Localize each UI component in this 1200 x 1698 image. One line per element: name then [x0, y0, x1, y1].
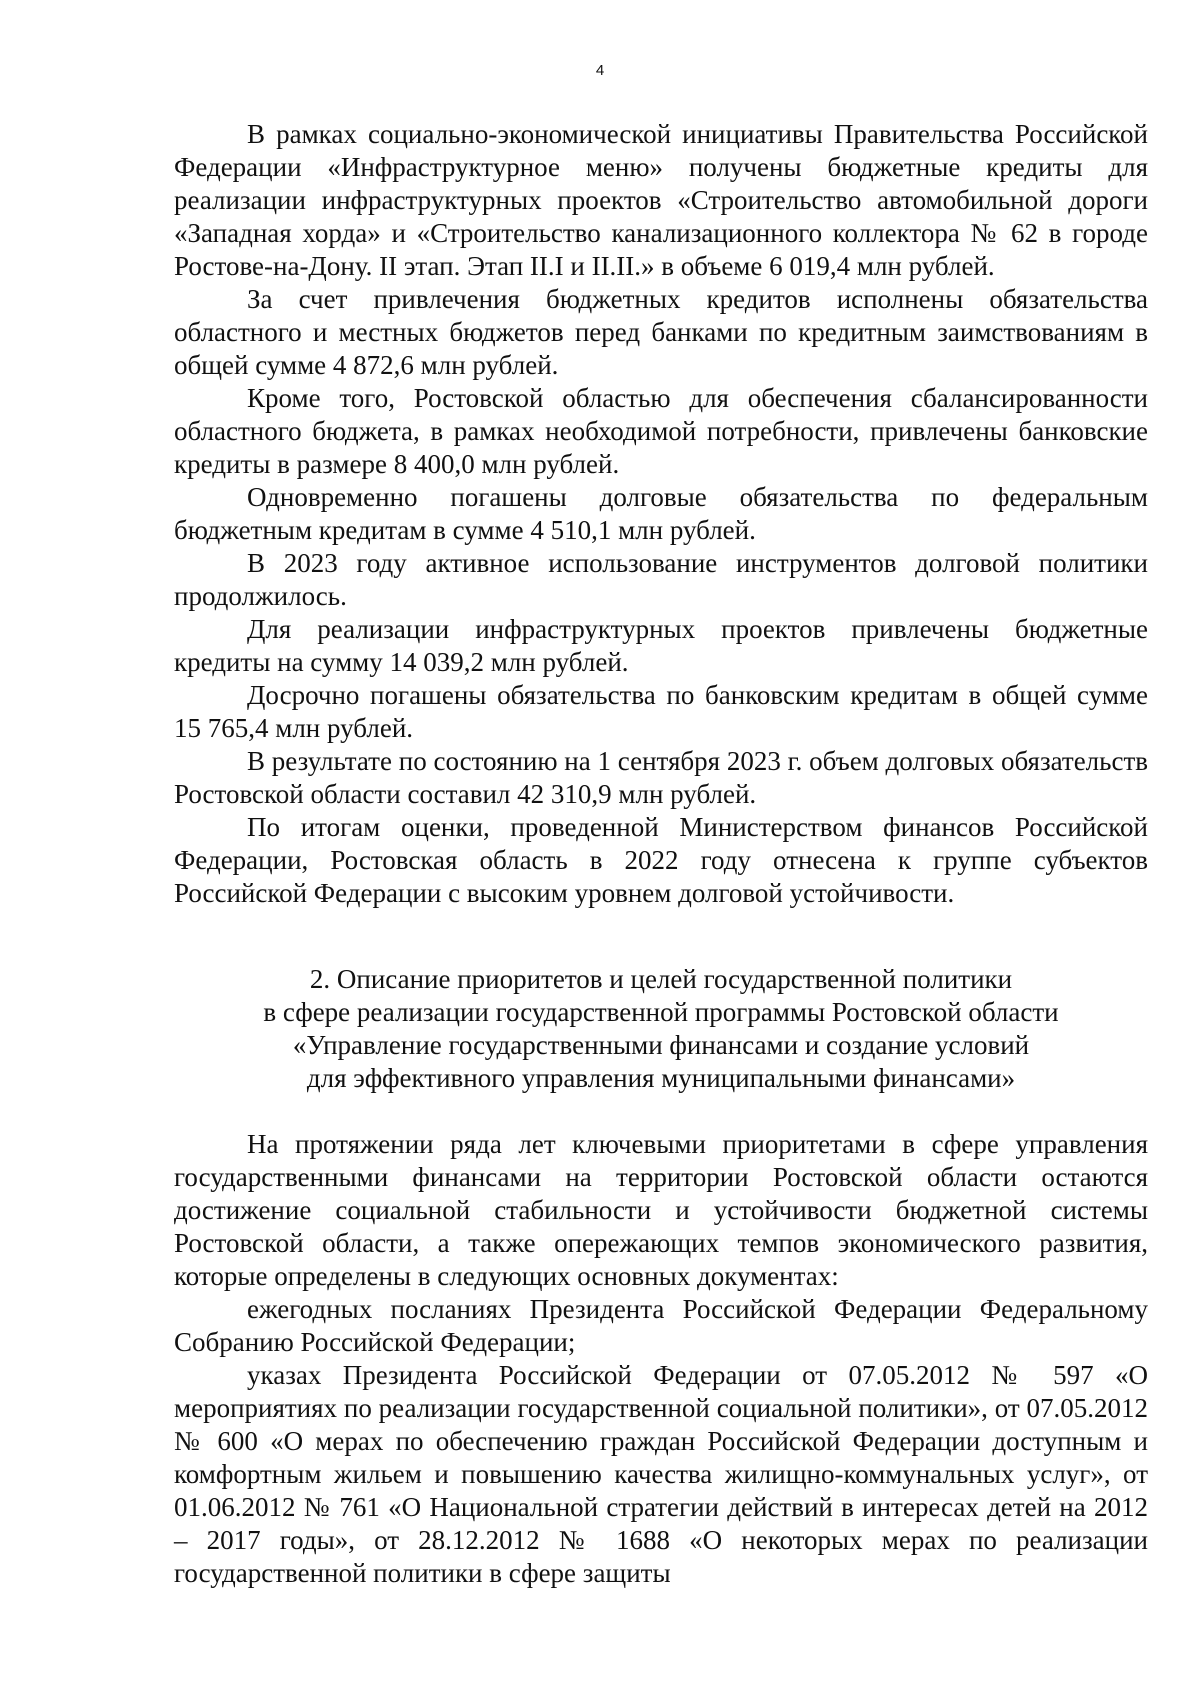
text-block-debt-policy [174, 118, 1148, 910]
section-heading-line: «Управление государственными финансами и создание условий [292, 1030, 1030, 1060]
paragraph: указах Президента Российской Федерации от 07.05.2012 № 597 «О мероприятиях по реализации государственной социальной политики», от 07.05.2012 № 600 «О мерах по обеспечению граждан Российской Федерации доступным и комфортным жильем и повышению качества жилищно-коммунальных услуг», от 01.06.2012 № 761 «О Национальной стратегии действий в интересах детей на 2012 – 2017 годы», от 28.12.2012 № 1688 «О некоторых мерах по реализации государственной политики в сфере защиты [174, 1360, 1148, 1588]
paragraph: Кроме того, Ростовской областью для обеспечения сбалансированности областного бюджета, в рамках необходимой потребности, привлечены банковские кредиты в размере 8 400,0 млн рублей. [174, 383, 1148, 479]
page-number: 4 [595, 62, 605, 79]
text-block-priorities [174, 1128, 1148, 1590]
paragraph: По итогам оценки, проведенной Министерством финансов Российской Федерации, Ростовская область в 2022 году отнесена к группе субъектов Российской Федерации с высоким уровнем долговой устойчивости. [174, 812, 1148, 908]
paragraph: Для реализации инфраструктурных проектов привлечены бюджетные кредиты на сумму 14 039,2 млн рублей. [174, 614, 1148, 677]
paragraph: За счет привлечения бюджетных кредитов исполнены обязательства областного и местных бюджетов перед банками по кредитным заимствованиям в общей сумме 4 872,6 млн рублей. [174, 284, 1148, 380]
paragraph: В результате по состоянию на 1 сентября 2023 г. объем долговых обязательств Ростовской области составил 42 310,9 млн рублей. [174, 746, 1148, 809]
paragraph: В рамках социально-экономической инициативы Правительства Российской Федерации «Инфраструктурное меню» получены бюджетные кредиты для реализации инфраструктурных проектов «Строительство автомобильной дороги «Западная хорда» и «Строительство канализационного коллектора № 62 в городе Ростове-на-Дону. II этап. Этап II.I и II.II.» в объеме 6 019,4 млн рублей. [174, 119, 1148, 281]
paragraph: Одновременно погашены долговые обязательства по федеральным бюджетным кредитам в сумме 4 510,1 млн рублей. [174, 482, 1148, 545]
paragraph: На протяжении ряда лет ключевыми приоритетами в сфере управления государственными финансами на территории Ростовской области остаются достижение социальной стабильности и устойчивости бюджетной системы Ростовской области, а также опережающих темпов экономического развития, которые определены в следующих основных документах: [174, 1129, 1148, 1291]
paragraph: Досрочно погашены обязательства по банковским кредитам в общей сумме 15 765,4 млн рублей. [174, 680, 1148, 743]
paragraph: В 2023 году активное использование инструментов долговой политики продолжилось. [174, 548, 1148, 611]
section-heading [174, 963, 1148, 1095]
section-heading-line: 2. Описание приоритетов и целей государственной политики [309, 964, 1013, 994]
paragraph: ежегодных посланиях Президента Российской Федерации Федеральному Собранию Российской Федерации; [174, 1294, 1148, 1357]
section-heading-line: для эффективного управления муниципальными финансами» [306, 1063, 1016, 1093]
section-heading-line: в сфере реализации государственной программы Ростовской области [263, 997, 1059, 1027]
